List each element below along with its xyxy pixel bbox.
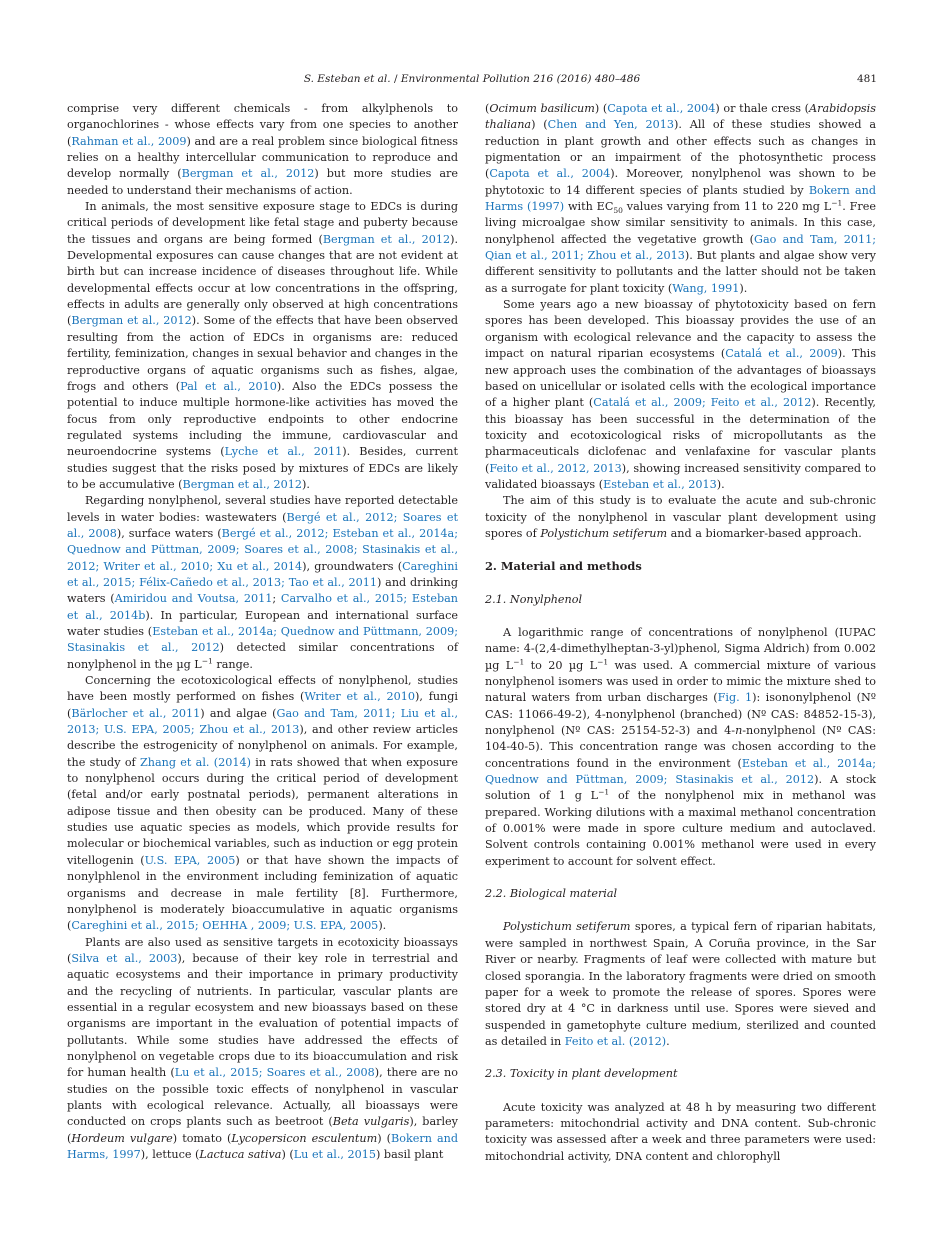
citation-link[interactable]: Capota et al., 2004 [489,167,611,181]
citation-link[interactable]: Chen and Yen, 2013 [547,118,675,132]
paragraph: In animals, the most sensitive exposure stage to EDCs is during critical periods of development like fetal stage and puberty because the tissues and organs are being formed (Bergman et al., 2012). Developmental exposures can cause changes that are not evident at birth but can increase incidence of diseases throughout life. While developmental effects occur at low concentrations in the offspring, effects in adults are generally only observed at high concentrations (Bergman et al., 2012). Some of the effects that have been observed resulting from the action of EDCs in organisms are: reduced fertility, feminization, changes in sexual behavior and changes in the reproductive organs of aquatic organisms such as fishes, algae, frogs and others (Pal et al., 2010). Also the EDCs possess the potential to induce multiple hormone-like activities has moved the focus from only reproductive endpoints to other endocrine regulated systems including the immune, cardiovascular and neuroendocrine systems (Lyche et al., 2011). Besides, current studies suggest that the risks posed by mixtures of EDCs are likely to be accumulative (Bergman et al., 2012). [67,200,459,491]
citation-link[interactable]: Careghini et al., 2015; OEHHA , 2009; U.S. EPA, 2005 [71,919,379,933]
citation-link[interactable]: Catalá et al., 2009 [725,347,838,361]
paragraph: Polystichum setiferum spores, a typical fern of riparian habitats, were sampled in northwest Spain, A Coruña province, in the Sar River or nearby. Fragments of leaf were collected with mature but closed sporangia. In the laboratory fragments were dried on smooth paper for a week to promote the release of spores. Spores were stored dry at 4 °C in darkness until use. Spores were sieved and suspended in gametophyte culture medium, sterilized and counted as detailed in Feito et al. (2012). [485,920,876,1048]
subsection-heading: 2.2. Biological material [485,887,618,901]
citation-link[interactable]: Silva et al., 2003 [71,951,178,965]
citation-link[interactable]: Zhang et al. (2014) [139,755,251,769]
citation-link[interactable]: Bokern and Harms (1997) [485,183,876,214]
paragraph: Acute toxicity was analyzed at 48 h by measuring two different parameters: mitochondrial activity and DNA content. Sub-chronic toxicity was assessed after a week and three parameters were used: mitochondrial activity, DNA content and chlorophyll [485,1100,876,1163]
citation-link[interactable]: Esteban et al., 2013 [603,477,717,491]
citation-link[interactable]: Wang, 1991 [672,281,740,295]
citation-link[interactable]: Rahman et al., 2009 [71,134,187,148]
citation-link[interactable]: Lyche et al., 2011 [224,445,343,459]
citation-link[interactable]: Gao and Tam, 2011; Liu et al., 2013; U.S. EPA, 2005; Zhou et al., 2013 [67,706,459,737]
section-heading: 2. Material and methods [485,559,642,574]
citation-link[interactable]: Lu et al., 2015; Soares et al., 2008 [174,1066,375,1080]
header-journal: Environmental Pollution 216 (2016) 480–486 [400,73,641,85]
citation-link[interactable]: Feito et al. (2012) [564,1034,667,1048]
citation-link[interactable]: Capota et al., 2004 [607,102,716,115]
citation-link[interactable]: Catalá et al., 2009; Feito et al., 2012 [593,396,812,410]
citation-link[interactable]: Writer et al., 2010 [304,690,416,704]
citation-link[interactable]: Esteban et al., 2014a; Quednow and Püttman, 2009; Stasinakis et al., 2012 [485,756,876,787]
citation-link[interactable]: Gao and Tam, 2011; Qian et al., 2011; Zhou et al., 2013 [485,232,876,263]
header-authors: S. Esteban et al. [303,73,391,85]
paragraph: Regarding nonylphenol, several studies have reported detectable levels in water bodies: wastewaters (Bergé et al., 2012; Soares et al., 2008), surface waters (Bergé et al., 2012; Esteban et al., 2014a; Quednow and Püttman, 2009; Soares et al., 2008; Stasinakis et al., 2012; Writer et al., 2010; Xu et al., 2014), groundwaters (Careghini et al., 2015; Félix-Cañedo et al., 2013; Tao et al., 2011) and drinking waters (Amiridou and Voutsa, 2011; Carvalho et al., 2015; Esteban et al., 2014b). In particular, European and international surface water studies (Esteban et al., 2014a; Quednow and Püttmann, 2009; Stasinakis et al., 2012) detected similar concentrations of nonylphenol in the µg $L^{-1}$ range. [67,494,459,671]
running-header-citation: S. Esteban et al. / Environmental Pollution 216 (2016) 480–486 [303,73,641,85]
paragraph: Some years ago a new bioassay of phytotoxicity based on fern spores has been developed. This bioassay provides the use of an organism with ecological relevance and the capacity to assess the impact on natural riparian ecosystems (Catalá et al., 2009). This new approach uses the combination of the advantages of bioassays based on unicellular or isolated cells with the ecological importance of a higher plant (Catalá et al., 2009; Feito et al., 2012). Recently, this bioassay has been successful in the determination of the toxicity and ecotoxicological risks of micropollutants as the pharmaceuticals diclofenac and venlafaxine for vascular plants (Feito et al., 2012, 2013), showing increased sensitivity compared to validated bioassays (Esteban et al., 2013). [485,298,877,491]
subsection-heading: 2.1. Nonylphenol [485,592,583,606]
figure-link[interactable]: Fig. 1 [717,691,753,705]
citation-link[interactable]: Bergé et al., 2012; Soares et al., 2008 [67,510,458,540]
paragraph: Plants are also used as sensitive targets in ecotoxicity bioassays (Silva et al., 2003), because of their key role in terrestrial and aquatic ecosystems and their importance in primary productivity and the recycling of nutrients. In particular, vascular plants are essential in a regular ecosystem and new bioassays based on these organisms are important in the evaluation of potential impacts of pollutants. While some studies have addressed the effects of nonylphenol on vegetable crops due to its bioaccumulation and risk for human health (Lu et al., 2015; Soares et al., 2008), there are no studies on the possible toxic effects of nonylphenol in vascular plants with ecological relevance. Actually, all bioassays were conducted on crops plants such as beetroot (Beta vulgaris), barley (Hordeum vulgare) tomato (Lycopersicon esculentum) (Bokern and Harms, 1997), lettuce (Lactuca sativa) (Lu et al., 2015) basil plant [67,935,458,1161]
page-number: 481 [856,73,877,85]
paragraph: The aim of this study is to evaluate the acute and sub-chronic toxicity of the nonylphenol in vascular plant development using spores of Polystichum setiferum and a biomarker-based approach. [485,494,876,540]
citation-link[interactable]: Bärlocher et al., 2011 [71,706,201,720]
citation-link[interactable]: Bergman et al., 2012 [181,167,315,181]
citation-link[interactable]: Amiridou and Voutsa, 2011 [114,592,273,606]
citation-link[interactable]: U.S. EPA, 2005 [144,853,236,867]
paragraph: (Ocimum basilicum) (Capota et al., 2004) or thale cress (Arabidopsis thaliana) (Chen and Yen, 2013). All of these studies showed a reduction in plant growth and other effects such as changes in pigmentation or an impairment of the photosynthetic process (Capota et al., 2004). Moreover, nonylphenol was shown to be phytotoxic to 14 different species of plants studied by Bokern and Harms (1997) with $EC_{50}$ values varying from 11 to 220 mg $L^{-1}$. Free living microalgae show similar sensitivity to animals. In this case, nonylphenol affected the vegetative growth (Gao and Tam, 2011; Qian et al., 2011; Zhou et al., 2013). But plants and algae show very different sensitivity to pollutants and the latter should not be taken as a surrogate for plant toxicity (Wang, 1991). [485,102,876,295]
right-column [485,101,876,1165]
paragraph: comprise very different chemicals - from alkylphenols to organochlorines - whose effects vary from one species to another (Rahman et al., 2009) and are a real problem since biological fitness relies on a healthy intercellular communication to reproduce and develop normally (Bergman et al., 2012) but more studies are needed to understand their mechanisms of action. [67,102,459,197]
citation-link[interactable]: Careghini et al., 2015; Félix-Cañedo et al., 2013; Tao et al., 2011 [67,559,458,589]
citation-link[interactable]: Bergé et al., 2012; Esteban et al., 2014a; Quednow and Püttman, 2009; Soares et al., 2008; Stasinakis et al., 2012; Writer et al., 2010; Xu et al., 2014 [67,526,458,573]
citation-link[interactable]: Bergman et al., 2012 [322,232,451,246]
citation-link[interactable]: Feito et al., 2012, 2013 [489,461,622,475]
subsection-heading: 2.3. Toxicity in plant development [485,1067,678,1081]
paragraph: Concerning the ecotoxicological effects of nonylphenol, studies have been mostly performed on fishes (Writer et al., 2010), fungi (Bärlocher et al., 2011) and algae (Gao and Tam, 2011; Liu et al., 2013; U.S. EPA, 2005; Zhou et al., 2013), and other review articles describe the estrogenicity of nonylphenol on animals. For example, the study of Zhang et al. (2014) in rats showed that when exposure to nonylphenol occurs during the critical period of development (fetal and/or early postnatal periods), permanent alterations in adipose tissue and then obesity can be produced. Many of these studies use aquatic species as models, which provide results for molecular or biochemical variables, such as induction or egg protein vitellogenin (U.S. EPA, 2005) or that have shown the impacts of nonylphlenol in the environment including feminization of aquatic organisms and decrease in male fertility [8]. Furthermore, nonylphenol is moderately bioaccumulative in aquatic organisms (Careghini et al., 2015; OEHHA , 2009; U.S. EPA, 2005). [67,674,459,933]
paragraph: A logarithmic range of concentrations of nonylphenol (IUPAC name: 4-(2,4-dimethylheptan-3-yl)phenol, Sigma Aldrich) from 0.002 µg $L^{-1}$ to 20 µg $L^{-1}$ was used. A commercial mixture of various nonylphenol isomers was used in order to mimic the mixture shed to natural waters from urban discharges (Fig. 1): isononylphenol (Nº CAS: 11066-49-2), 4-nonylphenol (branched) (Nº CAS: 84852-15-3), nonylphenol (Nº CAS: 25154-52-3) and 4-n-nonylphenol (Nº CAS: 104-40-5). This concentration range was chosen according to the concentrations found in the environment (Esteban et al., 2014a; Quednow and Püttman, 2009; Stasinakis et al., 2012). A stock solution of 1 g $L^{-1}$ of the nonylphenol mix in methanol was prepared. Working dilutions with a maximal methanol concentration of 0.001% were made in spore culture medium and autoclaved. Solvent controls containing 0.001% methanol were used in every experiment to account for solvent effect. [485,625,877,868]
citation-link[interactable]: Carvalho et al., 2015; Esteban et al., 2014b [67,592,458,622]
citation-link[interactable]: Lu et al., 2015 [293,1148,377,1161]
citation-link[interactable]: Pal et al., 2010 [180,379,277,393]
citation-link[interactable]: Bokern and Harms, 1997 [67,1131,458,1161]
citation-link[interactable]: Bergman et al., 2012 [182,477,302,491]
citation-link[interactable]: Esteban et al., 2014a; Quednow and Püttmann, 2009; Stasinakis et al., 2012 [67,625,459,655]
citation-link[interactable]: Bergman et al., 2012 [71,314,192,328]
left-column [67,101,458,1163]
